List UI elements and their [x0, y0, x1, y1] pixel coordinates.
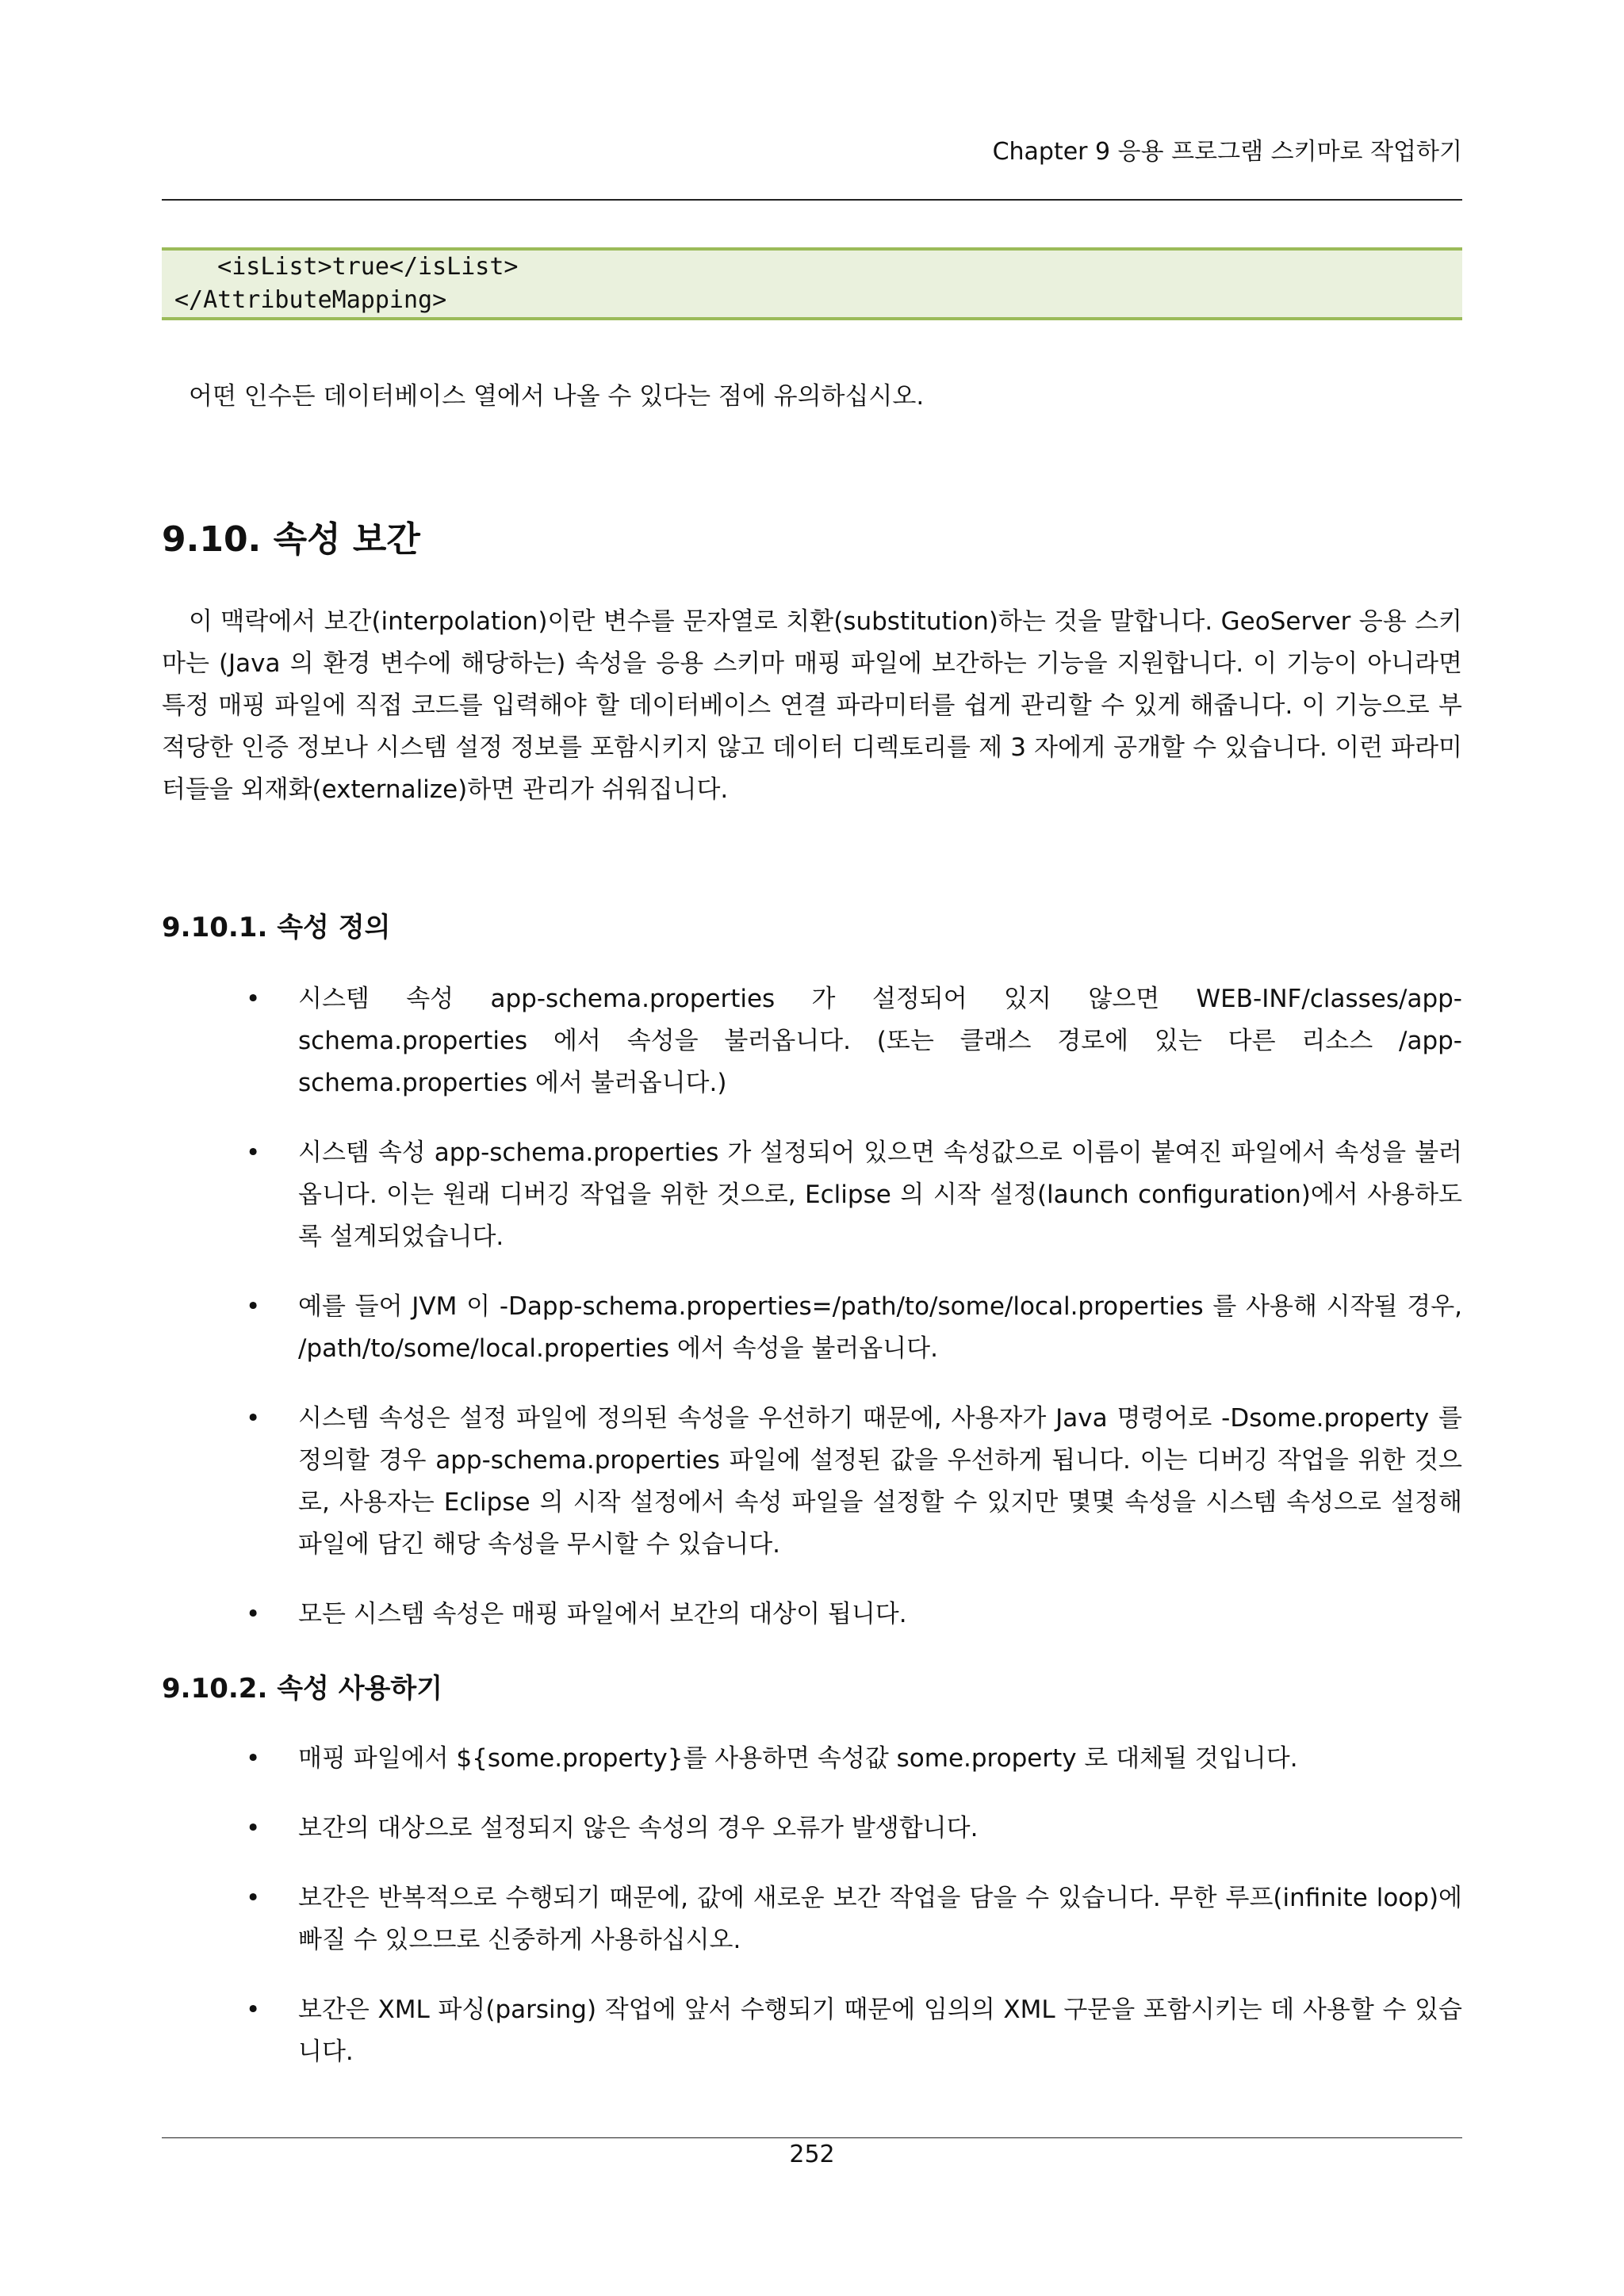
page-number: 252	[789, 2141, 835, 2168]
subsection-heading-2: 9.10.2. 속성 사용하기	[162, 1673, 443, 1705]
section-heading: 9.10. 속성 보간	[162, 519, 420, 560]
running-header: Chapter 9 응용 프로그램 스키마로 작업하기	[992, 138, 1462, 166]
subsection-heading-1: 9.10.1. 속성 정의	[162, 912, 391, 943]
list-item: • 시스템 속성 app-schema.properties 가 설정되어 있지 않으면 WEB-INF/classes/app-schema.properties 에서 속성을 불러옵니다. (또는 클래스 경로에 있는 다른 리소스 /app-schema.properties 에서 불러옵니다.)	[162, 978, 1462, 1104]
code-line: </AttributeMapping>	[174, 286, 447, 314]
list-item: • 보간은 반복적으로 수행되기 때문에, 값에 새로운 보간 작업을 담을 수 있습니다. 무한 루프(infinite loop)에 빠질 수 있으므로 신중하게 사용하십시오.	[162, 1877, 1462, 1961]
list-item: • 예를 들어 JVM 이 -Dapp-schema.properties=/path/to/some/local.properties 를 사용해 시작될 경우, /path/to/some/local.properties 에서 속성을 불러옵니다.	[162, 1286, 1462, 1370]
footer-rule	[162, 2137, 1462, 2138]
list-item: • 보간의 대상으로 설정되지 않은 속성의 경우 오류가 발생합니다.	[162, 1808, 1462, 1850]
list-item: • 모든 시스템 속성은 매핑 파일에서 보간의 대상이 됩니다.	[162, 1594, 1462, 1636]
section-paragraph: 이 맥락에서 보간(interpolation)이란 변수를 문자열로 치환(substitution)하는 것을 말합니다. GeoServer 응용 스키마는 (Java 의 환경 변수에 해당하는) 속성을 응용 스키마 매핑 파일에 보간하는 기능을 지원합니다. 이 기능이 아니라면 특정 매핑 파일에 직접 코드를 입력해야 할 데이터베이스 연결 파라미터를 쉽게 관리할 수 있게 해줍니다. 이 기능으로 부적당한 인증 정보나 시스템 설정 정보를 포함시키지 않고 데이터 디렉토리를 제 3 자에게 공개할 수 있습니다. 이런 파라미터들을 외재화(externalize)하면 관리가 쉬워집니다.	[162, 607, 1462, 804]
list-item: • 보간은 XML 파싱(parsing) 작업에 앞서 수행되기 때문에 임의의 XML 구문을 포함시키는 데 사용할 수 있습니다.	[162, 1989, 1462, 2073]
code-line: <isList>true</isList>	[174, 253, 519, 281]
intro-paragraph: 어떤 인수든 데이터베이스 열에서 나올 수 있다는 점에 유의하십시오.	[189, 382, 925, 411]
list-item: • 시스템 속성은 설정 파일에 정의된 속성을 우선하기 때문에, 사용자가 Java 명령어로 -Dsome.property 를 정의할 경우 app-schema.properties 파일에 설정된 값을 우선하게 됩니다. 이는 디버깅 작업을 위한 것으로, 사용자는 Eclipse 의 시작 설정에서 속성 파일을 설정할 수 있지만 몇몇 속성을 시스템 속성으로 설정해 파일에 담긴 해당 속성을 무시할 수 있습니다.	[162, 1398, 1462, 1566]
definition-list	[162, 978, 1462, 1663]
code-block	[162, 247, 1462, 320]
list-item: • 시스템 속성 app-schema.properties 가 설정되어 있으면 속성값으로 이름이 붙여진 파일에서 속성을 불러옵니다. 이는 원래 디버깅 작업을 위한 것으로, Eclipse 의 시작 설정(launch configuration)에서 사용하도록 설계되었습니다.	[162, 1132, 1462, 1258]
header-rule	[162, 199, 1462, 201]
list-item: • 매핑 파일에서 ${some.property}를 사용하면 속성값 some.property 로 대체될 것입니다.	[162, 1738, 1462, 1780]
usage-list	[162, 1738, 1462, 2101]
